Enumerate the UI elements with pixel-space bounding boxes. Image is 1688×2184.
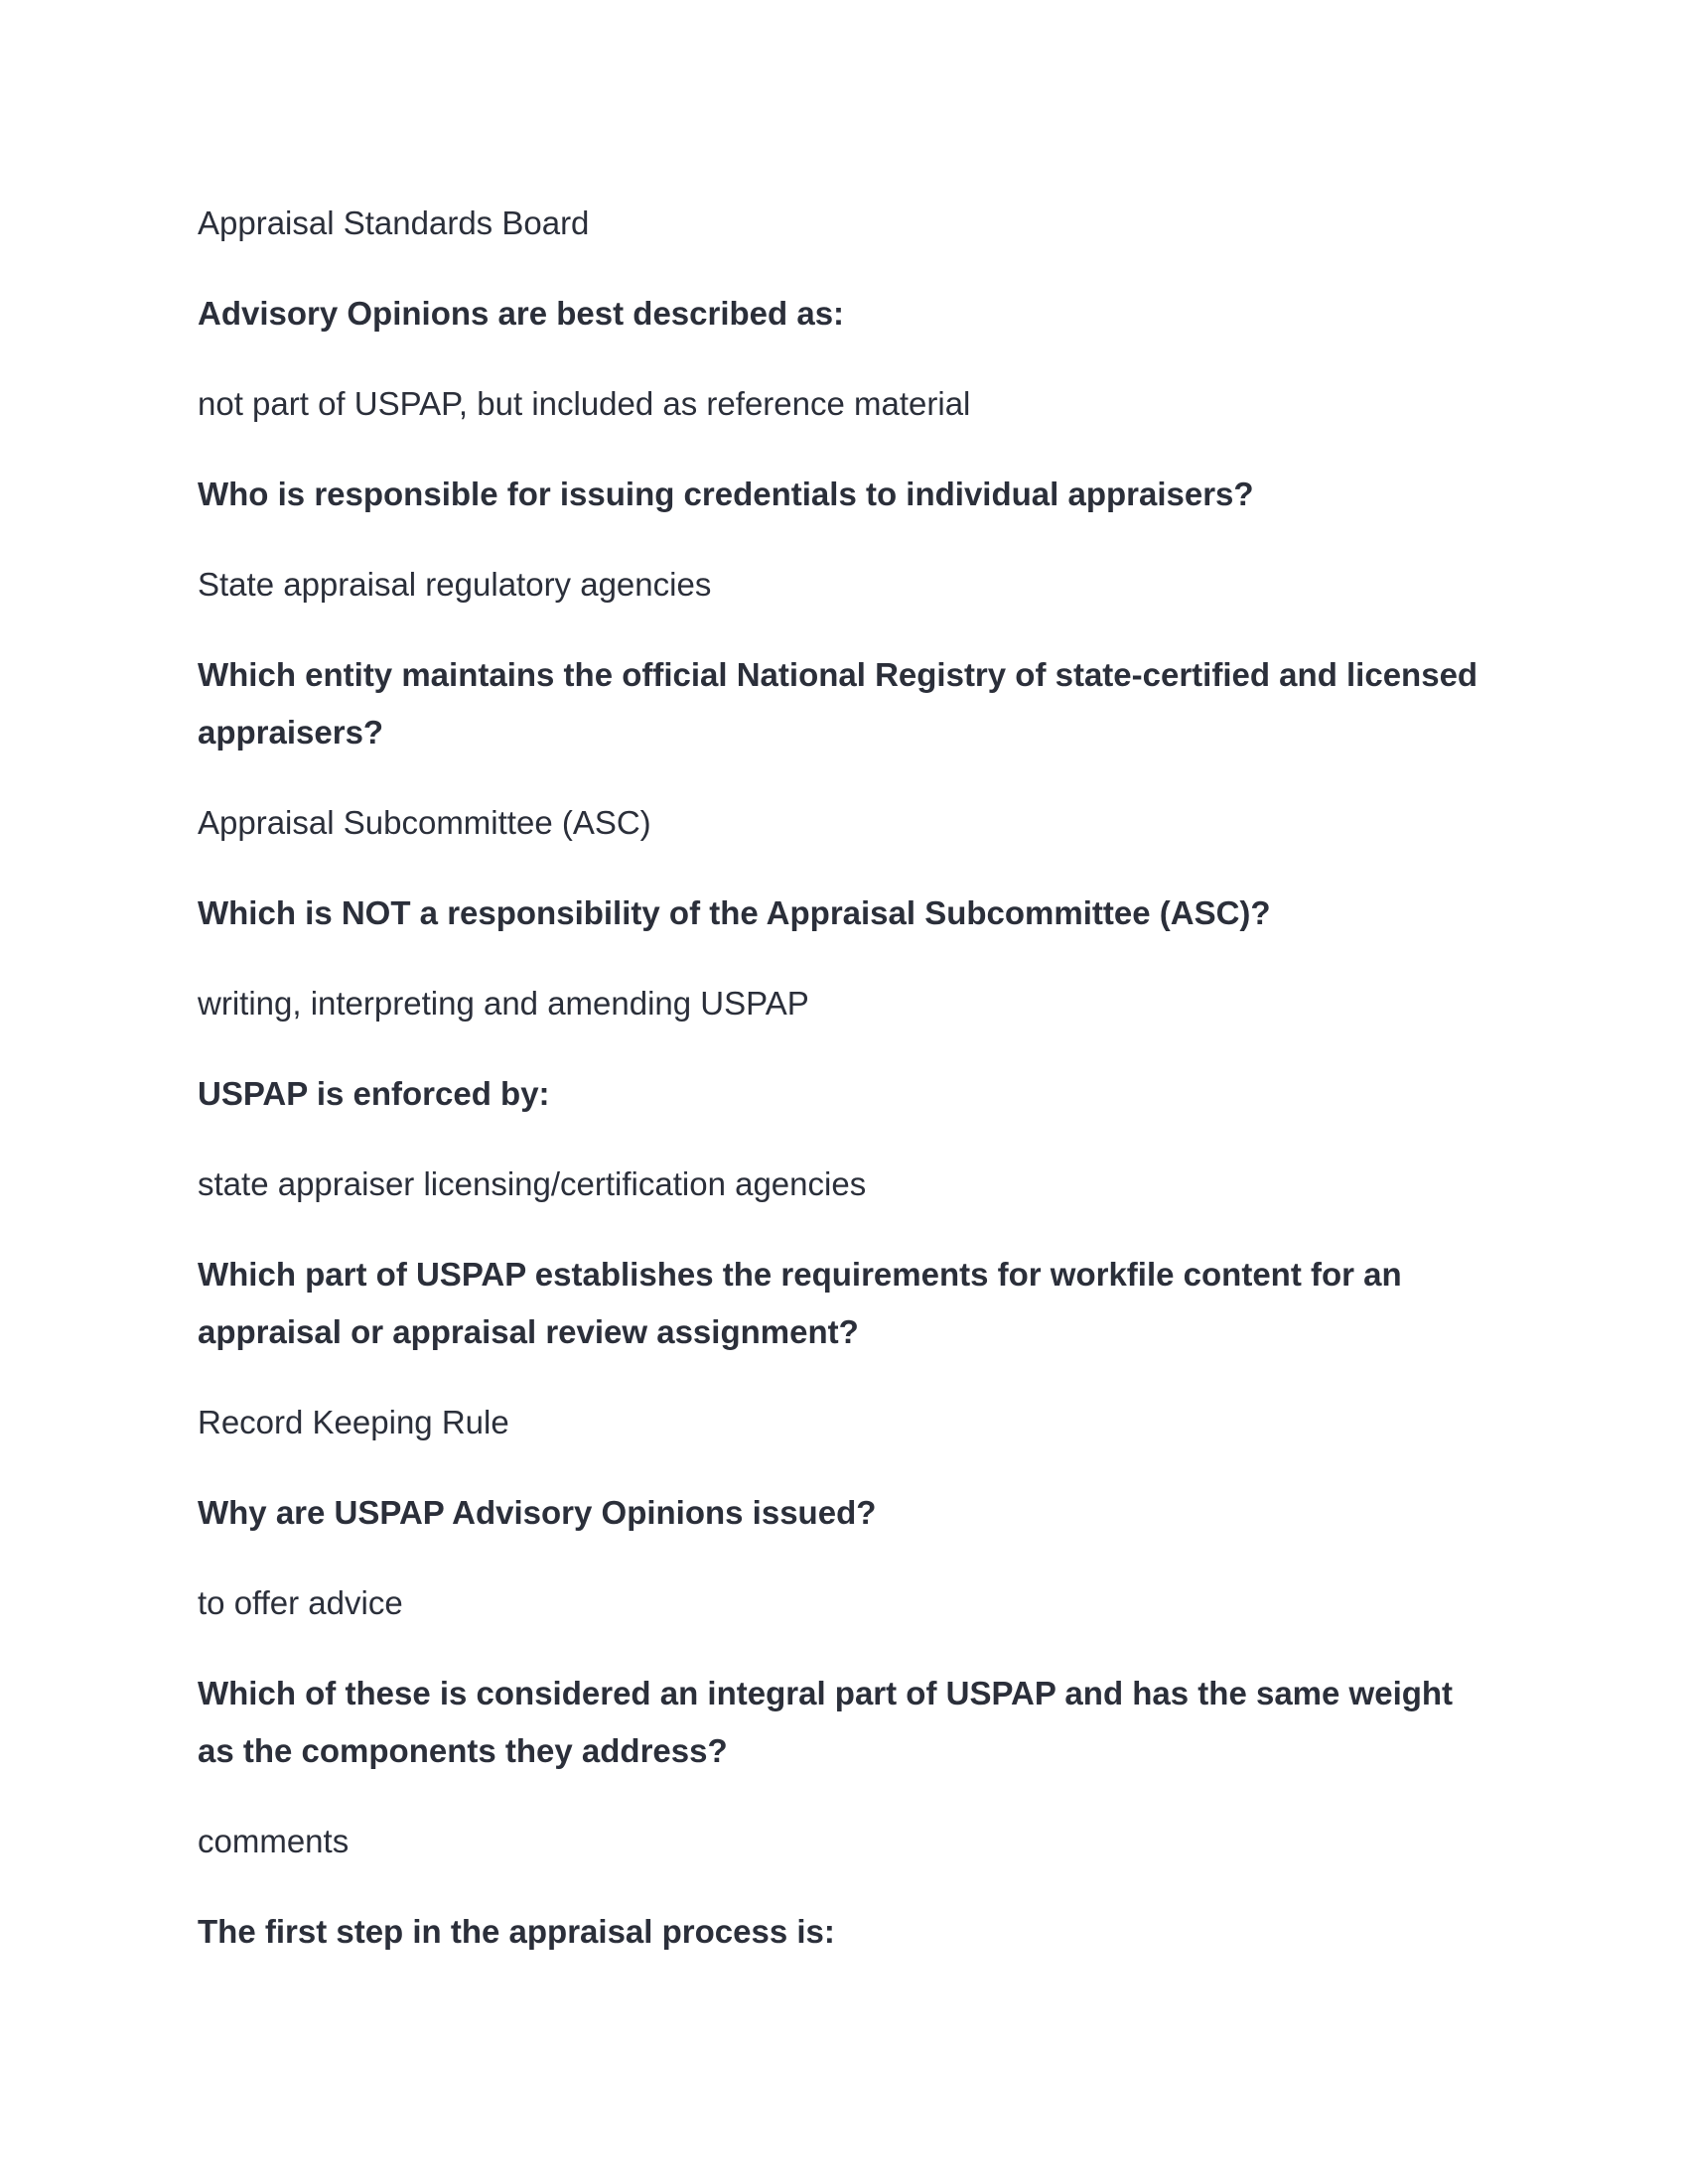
document-content xyxy=(198,195,1488,1961)
question-text: Why are USPAP Advisory Opinions issued? xyxy=(198,1494,877,1531)
answer-text: state appraiser licensing/certification agencies xyxy=(198,1165,867,1202)
question-text: Which entity maintains the official National Registry of state-certified and licensed appraisers? xyxy=(198,656,1478,751)
question-text: Advisory Opinions are best described as: xyxy=(198,295,845,332)
question-text: Which of these is considered an integral part of USPAP and has the same weight as the components they address? xyxy=(198,1675,1454,1769)
question-text: Who is responsible for issuing credentials to individual appraisers? xyxy=(198,476,1254,512)
answer-text: writing, interpreting and amending USPAP xyxy=(198,985,809,1022)
question-text: Which part of USPAP establishes the requirements for workfile content for an appraisal or appraisal review assignment? xyxy=(198,1256,1402,1350)
question-text: USPAP is enforced by: xyxy=(198,1075,550,1112)
answer-text: Record Keeping Rule xyxy=(198,1404,509,1440)
answer-text: Appraisal Subcommittee (ASC) xyxy=(198,804,651,841)
answer-text: comments xyxy=(198,1823,350,1859)
answer-text: to offer advice xyxy=(198,1584,403,1621)
question-text: Which is NOT a responsibility of the Appraisal Subcommittee (ASC)? xyxy=(198,894,1271,931)
answer-text: not part of USPAP, but included as reference material xyxy=(198,385,971,422)
question-text: The first step in the appraisal process is: xyxy=(198,1913,835,1950)
answer-text: State appraisal regulatory agencies xyxy=(198,566,712,603)
answer-text: Appraisal Standards Board xyxy=(198,205,590,241)
